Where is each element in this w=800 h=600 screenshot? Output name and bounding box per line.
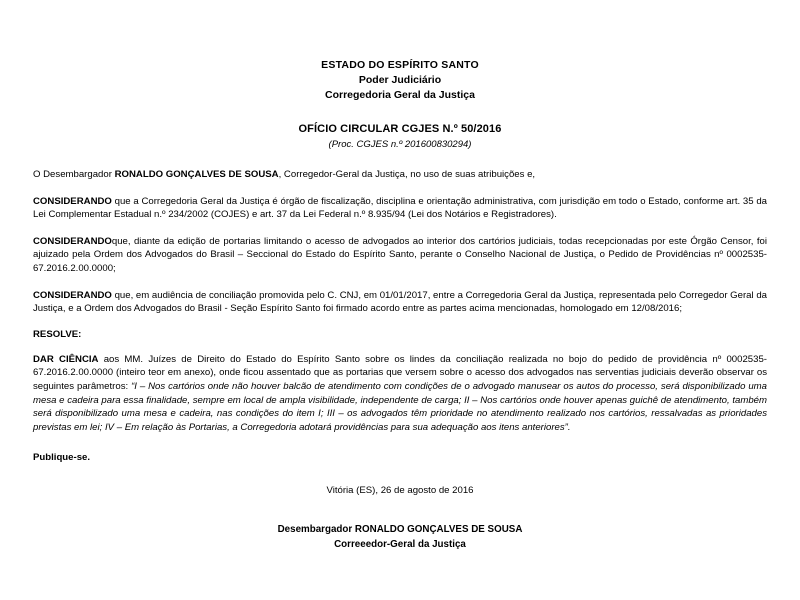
header-spacer [33, 103, 767, 123]
document-process-number: (Proc. CGJES n.º 201600830294) [328, 139, 472, 150]
signature-name: Desembargador RONALDO GONÇALVES DE SOUSA [277, 524, 523, 536]
considerando-1-text: que a Corregedoria Geral da Justiça é órgão de fiscalização, disciplina e orientação administrativa, com jurisdição em todo o Estado, conforme art. 35 da Lei Complementar Estadual n.º 234/2002 (COJES) e art. 37 da Lei Federal n.º 8.935/94 (Lei dos Notários e Registradores). [33, 195, 767, 221]
considerando-2-label: CONSIDERANDO [33, 235, 112, 247]
publique-se: Publique-se. [33, 452, 91, 464]
dar-ciencia-label: DAR CIÊNCIA [33, 353, 99, 365]
paragraph-intro [33, 168, 767, 182]
considerando-1-label: CONSIDERANDO [33, 195, 112, 207]
header-line-branch: Poder Judiciário [358, 74, 442, 86]
dar-ciencia-text: aos MM. Juízes de Direito do Estado do Espírito Santo sobre os lindes da conciliação realizada no bojo do pedido de providência nº 0002535-67.2016.2.00.0000 (inteiro teor em anexo), onde ficou assentado que as portarias que versem sobre o acesso dos advogados nas serventias judiciais deverão observar os seguintes parâmetros: [33, 353, 767, 392]
paragraph-considerando-2 [33, 235, 767, 276]
signature-role: Correeedor-Geral da Justiça [334, 539, 466, 551]
paragraph-considerando-1 [33, 195, 767, 222]
header-line-state: ESTADO DO ESPÍRITO SANTO [321, 59, 479, 71]
title-spacer [33, 150, 767, 168]
intro-suffix: , Corregedor-Geral da Justiça, no uso de suas atribuições e, [278, 169, 536, 180]
place-and-date: Vitória (ES), 26 de agosto de 2016 [326, 485, 474, 497]
corregedor-name: RONALDO GONÇALVES DE SOUSA [114, 169, 279, 180]
intro-prefix: O Desembargador [33, 169, 115, 180]
resolve-heading: RESOLVE: [33, 328, 82, 340]
considerando-3-label: CONSIDERANDO [33, 289, 112, 301]
paragraph-dar-ciencia [33, 353, 767, 435]
signature-block [33, 522, 767, 552]
dar-ciencia-quote: “I – Nos cartórios onde não houver balcão de atendimento com condições de o advogado manusear os autos do processo, será disponibilizado uma mesa e cadeira para essa finalidade, sempre em local de ampla visibilidade, independente de carga; II – Nos cartórios onde houver apenas guichê de atendimento, também será disponibilizado uma mesa e cadeira, nas condições do item I; III – os advogados têm prioridade no atendimento realizado nos cartórios, ressalvadas as prioridades previstas em lei; IV – Em relação às Portarias, a Corregedoria adotará providências para sua adequação aos itens anteriores”. [33, 380, 767, 433]
considerando-2-text: que, diante da edição de portarias limitando o acesso de advogados ao interior dos cartórios judiciais, todas recepcionadas por este Órgão Censor, foi ajuizado pela Ordem dos Advogados do Brasil – Seccional do Estado do Espírito Santo, perante o Conselho Nacional de Justiça, o Pedido de Providências nº 0002535-67.2016.2.00.0000; [33, 235, 767, 274]
document-header [33, 58, 767, 103]
header-line-office: Corregedoria Geral da Justiça [325, 89, 475, 101]
paragraph-considerando-3 [33, 289, 767, 316]
document-title: OFÍCIO CIRCULAR CGJES N.º 50/2016 [298, 123, 502, 135]
considerando-3-text: que, em audiência de conciliação promovida pelo C. CNJ, em 01/01/2017, entre a Corregedoria Geral da Justiça, representada pelo Corregedor Geral da Justiça, e a Ordem dos Advogados do Brasil - Seção Espírito Santo foi firmado acordo entre as partes acima mencionadas, homologado em 12/08/2016; [33, 289, 767, 315]
